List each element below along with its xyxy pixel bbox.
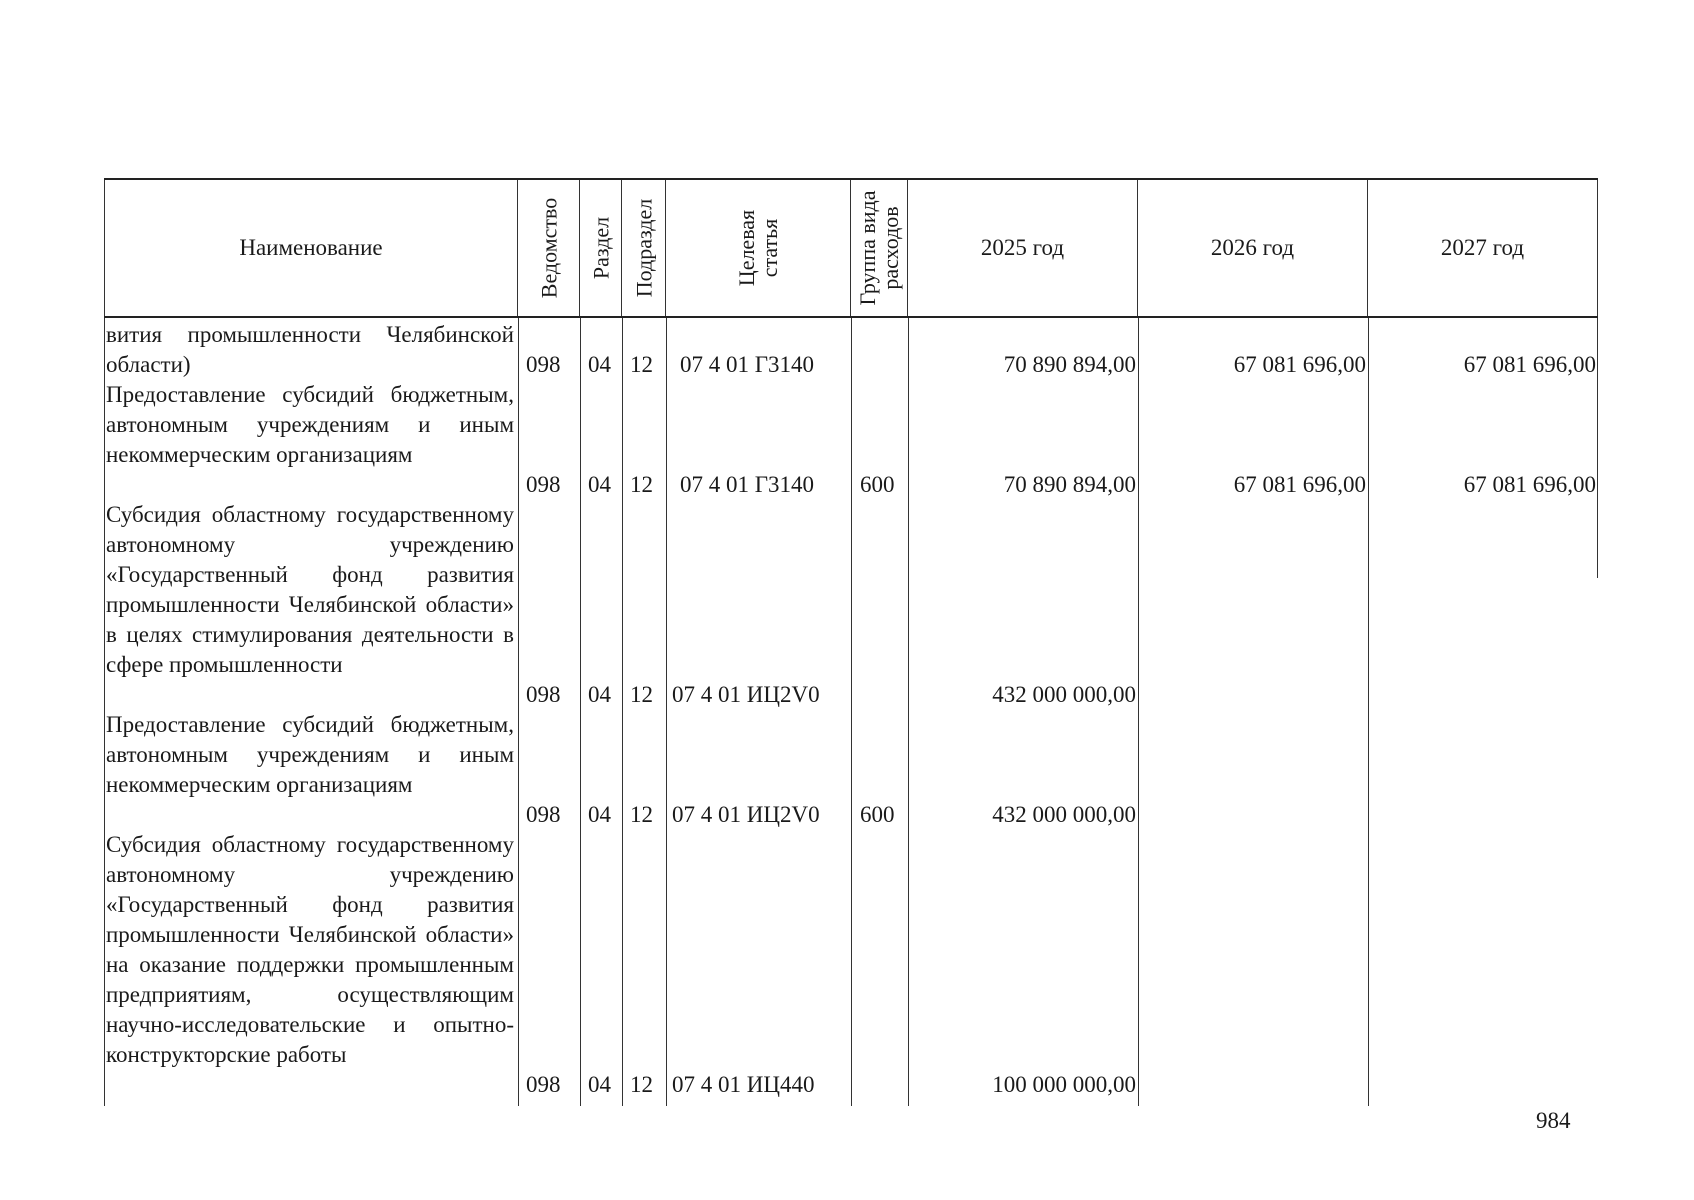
row-group: 600 [860,802,895,827]
table-row [104,380,1598,500]
page-number: 984 [1536,1108,1571,1133]
row-department: 098 [526,1072,561,1097]
header-expense-group-line1: Группа вида [854,190,880,306]
row-2026: 67 081 696,00 [1233,472,1366,497]
header-2026 [1138,180,1368,316]
row-target: 07 4 01 Г3140 [680,472,815,497]
row-2027: 67 081 696,00 [1463,472,1596,497]
row-department: 098 [526,472,561,497]
header-2025-label: 2025 год [980,235,1065,260]
header-department-label: Ведомство [535,197,561,299]
row-section: 04 [588,682,611,707]
row-department: 098 [526,802,561,827]
row-2025: 100 000 000,00 [992,1072,1136,1097]
row-subsection: 12 [630,802,653,827]
row-section: 04 [588,472,611,497]
header-expense-group-line2: расходов [878,206,903,290]
row-subsection: 12 [630,682,653,707]
row-2025: 432 000 000,00 [992,802,1136,827]
header-target-article-label [735,210,781,286]
row-name: Предоставление субсидий бюджетным, автономным учреждениям и иным некоммерческим организациям [106,712,514,797]
header-2025 [908,180,1138,316]
row-subsection: 12 [630,352,653,377]
table-row [104,500,1598,710]
header-2027 [1368,180,1598,316]
header-target-article-line2: статья [757,218,782,278]
header-2026-label: 2026 год [1210,235,1295,260]
row-name: Субсидия областному государственному автономному учреждению «Государственный фонд развития промышленности Челябинской области» в целях стимулирования деятельности в сфере промышленности [106,502,514,677]
header-subsection-label: Подраздел [630,198,656,298]
row-group: 600 [860,472,895,497]
row-target: 07 4 01 ИЦ440 [672,1072,815,1097]
row-section: 04 [588,1072,611,1097]
row-target: 07 4 01 Г3140 [680,352,815,377]
header-section [580,180,622,316]
header-target-article [666,180,851,316]
row-name: вития промышленности Челябинской области) [106,322,514,377]
row-subsection: 12 [630,472,653,497]
row-subsection: 12 [630,1072,653,1097]
row-target: 07 4 01 ИЦ2V0 [672,802,820,827]
table-row [104,320,1598,380]
header-name-label: Наименование [239,235,383,260]
header-department [518,180,580,316]
budget-table [104,178,1598,1106]
row-name: Субсидия областному государственному автономному учреждению «Государственный фонд развития промышленности Челябинской области» на оказание поддержки промышленным предприятиям, осуществляющим научно-исследовательские и опытно-конструкторские работы [106,832,514,1067]
row-2025: 70 890 894,00 [1003,472,1136,497]
row-name: Предоставление субсидий бюджетным, автономным учреждениям и иным некоммерческим организациям [106,382,514,467]
row-section: 04 [588,802,611,827]
row-2027: 67 081 696,00 [1463,352,1596,377]
header-subsection [622,180,666,316]
row-2025: 432 000 000,00 [992,682,1136,707]
header-name [104,180,518,316]
row-department: 098 [526,682,561,707]
table-row [104,710,1598,830]
header-2027-label: 2027 год [1440,235,1525,260]
row-2026: 67 081 696,00 [1233,352,1366,377]
header-target-article-line1: Целевая [733,209,759,287]
row-department: 098 [526,352,561,377]
header-expense-group [851,180,908,316]
table-header [104,178,1598,318]
row-section: 04 [588,352,611,377]
header-section-label: Раздел [587,216,613,280]
row-2025: 70 890 894,00 [1003,352,1136,377]
row-target: 07 4 01 ИЦ2V0 [672,682,820,707]
header-expense-group-label [856,191,902,306]
table-row [104,830,1598,1106]
